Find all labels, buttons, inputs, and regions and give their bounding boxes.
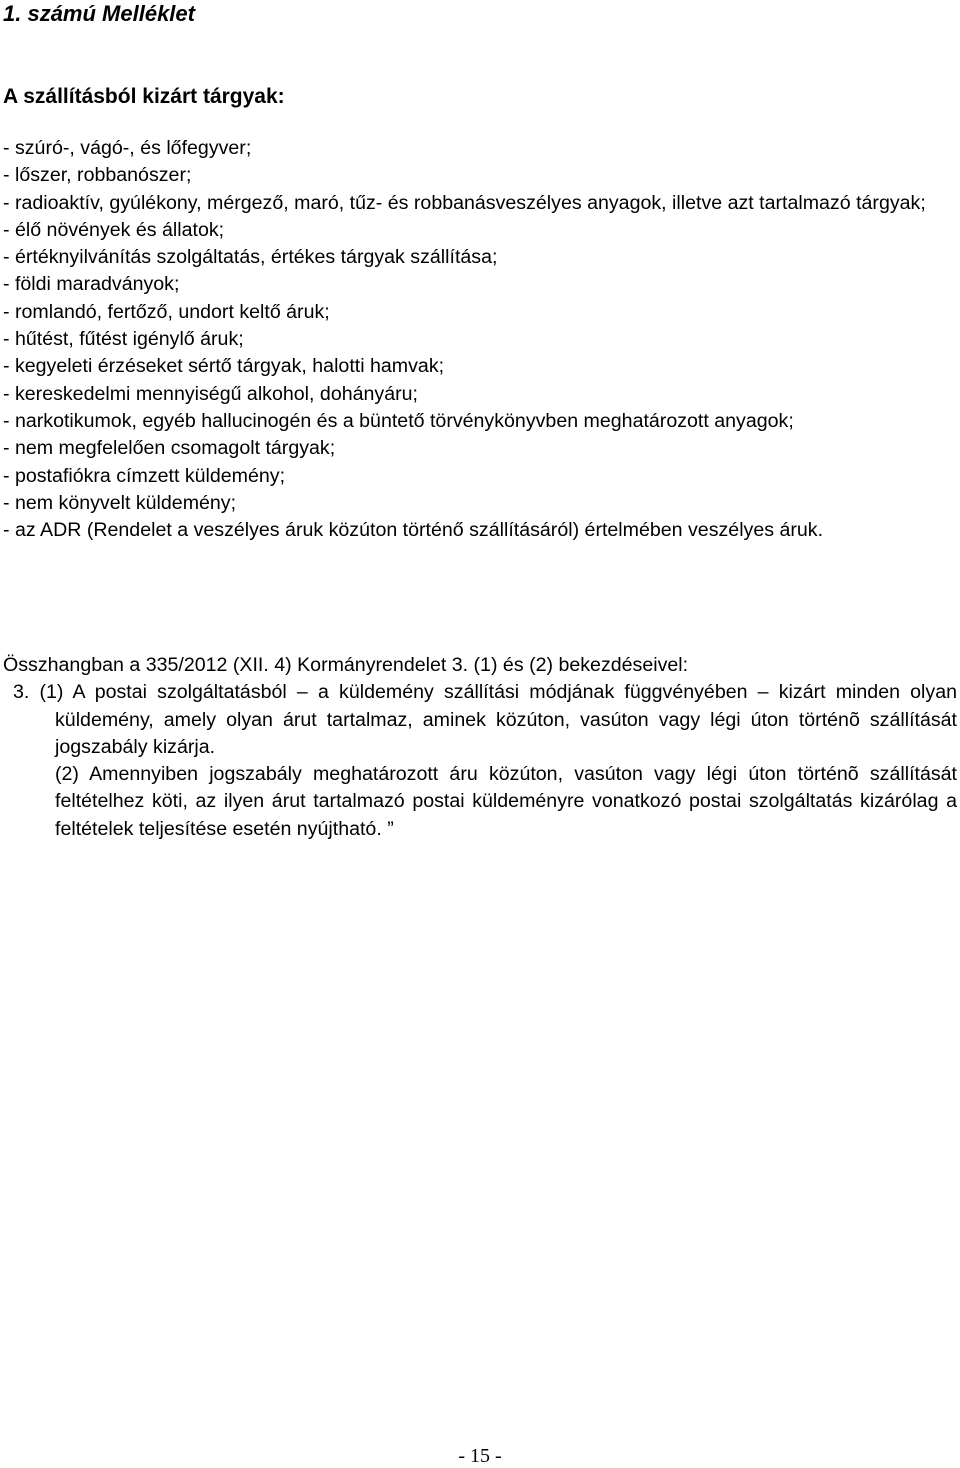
close-quote-mark: ” <box>381 817 394 840</box>
list-item: - földi maradványok; <box>3 273 180 296</box>
law-excerpt <box>3 652 957 843</box>
excluded-items-list <box>3 135 957 544</box>
law-quote <box>3 679 957 843</box>
law-paragraph-1-text: 3. (1) A postai szolgáltatásból – a küldemény szállítási módjának függvényében – kizárt minden olyan küldemény, amely olyan árut tartalmaz, aminek közúton, vasúton vagy légi úton történõ szállítását jogszabály kizárja. <box>13 681 957 758</box>
list-item: - narkotikumok, egyéb hallucinogén és a büntető törvénykönyvben meghatározott anyagok; <box>3 409 794 432</box>
list-item: - élő növények és állatok; <box>3 218 225 241</box>
list-item: - lőszer, robbanószer; <box>3 164 192 187</box>
list-item: - az ADR (Rendelet a veszélyes áruk közúton történő szállításáról) értelmében veszélyes áruk. <box>3 519 824 542</box>
law-reference: Összhangban a 335/2012 (XII. 4) Kormányrendelet 3. (1) és (2) bekezdéseivel: <box>3 654 689 676</box>
list-item: - hűtést, fűtést igénylő áruk; <box>3 328 244 351</box>
annex-title: 1. számú Melléklet <box>3 1 195 26</box>
list-item: - radioaktív, gyúlékony, mérgező, maró, tűz- és robbanásveszélyes anyagok, illetve azt tartalmazó tárgyak; <box>3 191 926 214</box>
list-item: - nem könyvelt küldemény; <box>3 491 237 514</box>
open-quote-mark <box>3 679 13 706</box>
list-item: - szúró-, vágó-, és lőfegyver; <box>3 137 252 159</box>
list-item: - nem megfelelően csomagolt tárgyak; <box>3 437 336 460</box>
law-paragraph-1 <box>3 679 957 761</box>
list-item: - kereskedelmi mennyiségű alkohol, dohányáru; <box>3 382 418 405</box>
list-item: - kegyeleti érzéseket sértő tárgyak, halotti hamvak; <box>3 355 445 378</box>
section-heading: A szállításból kizárt tárgyak: <box>3 85 285 108</box>
list-item: - postafiókra címzett küldemény; <box>3 464 286 487</box>
law-paragraph-2 <box>3 761 957 843</box>
law-paragraph-2-text: (2) Amennyiben jogszabály meghatározott áru közúton, vasúton vagy légi úton történõ szállítását feltételhez köti, az ilyen árut tartalmazó postai küldeményre vonatkozó postai szolgáltatás kizárólag a feltételek teljesítése esetén nyújtható. <box>55 763 957 840</box>
page-number: - 15 - <box>458 1445 502 1467</box>
list-item: - értéknyilvánítás szolgáltatás, értékes tárgyak szállítása; <box>3 246 498 269</box>
list-item: - romlandó, fertőző, undort keltő áruk; <box>3 300 330 323</box>
